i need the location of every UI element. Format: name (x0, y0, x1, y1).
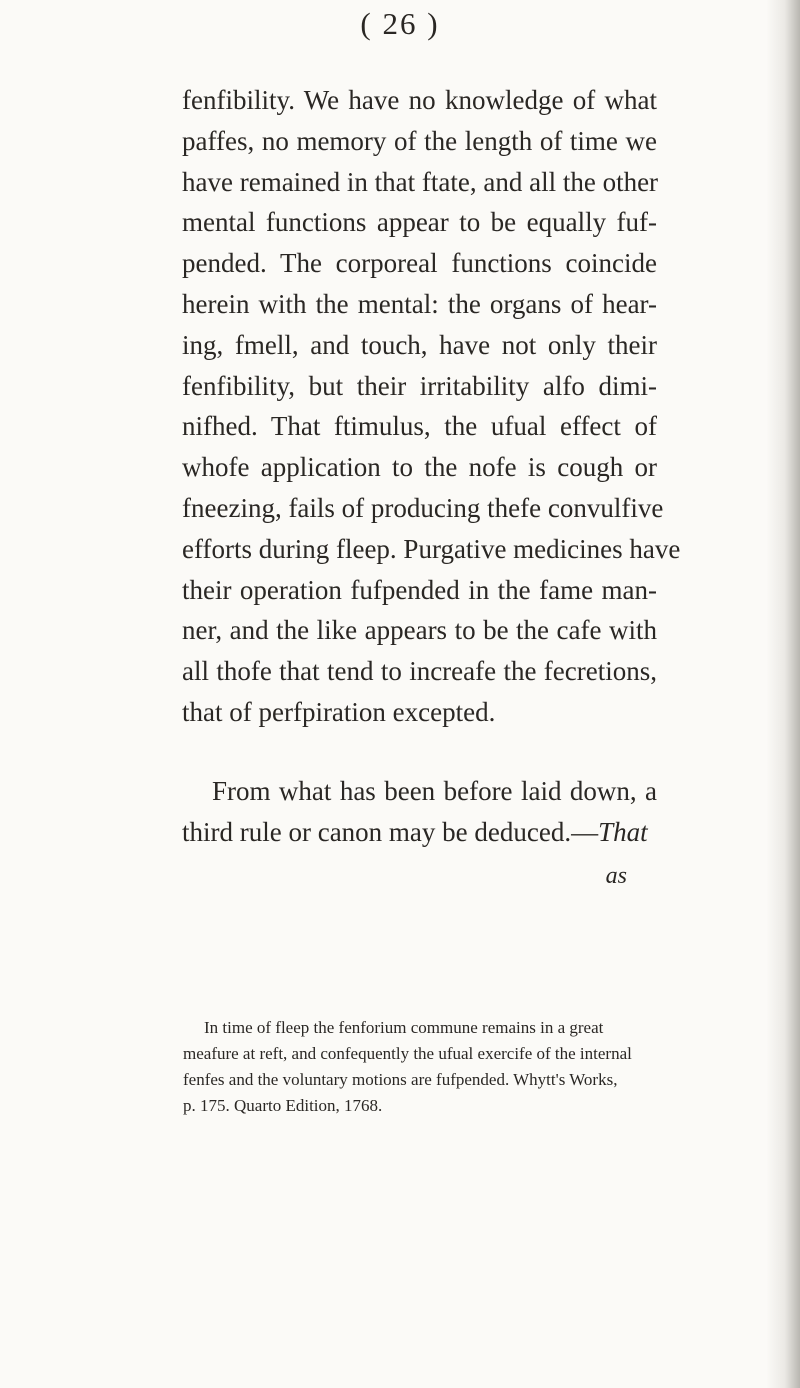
text-line: From what has been before laid down, a (212, 775, 657, 806)
footnote-line: p. 175. Quarto Edition, 1768. (183, 1096, 383, 1115)
text-line: nifhed. That ftimulus, the ufual effect of (182, 411, 657, 442)
text-line-roman: third rule or canon may be deduced.— (182, 816, 599, 847)
catchword: as (605, 863, 627, 890)
footnote-line: fenfes and the voluntary motions are fufpended. Whytt's Works, (183, 1070, 618, 1089)
text-line: their operation fufpended in the fame man- (182, 574, 657, 605)
text-line: that of perfpiration excepted. (182, 696, 496, 727)
text-line: all thofe that tend to increafe the fecretions, (182, 656, 657, 687)
text-line: mental functions appear to be equally fuf- (182, 207, 657, 238)
page-edge-shadow (766, 0, 800, 1388)
page-number: ( 26 ) (360, 6, 440, 41)
paragraph-gap (182, 733, 657, 771)
text-line: fenfibility, but their irritability alfo dimi- (182, 370, 657, 401)
footnote-line: In time of fleep the fenforium commune remains in a great (204, 1018, 604, 1037)
text-line: ner, and the like appears to be the cafe with (182, 615, 657, 646)
text-line (182, 812, 657, 853)
text-line: fneezing, fails of producing thefe convulfive (182, 492, 664, 523)
text-line: fenfibility. We have no knowledge of what (182, 85, 657, 115)
text-line: paffes, no memory of the length of time we (182, 125, 657, 156)
footnote-line: meafure at reft, and confequently the ufual exercife of the internal (183, 1044, 632, 1063)
text-line: herein with the mental: the organs of hear- (182, 288, 657, 319)
text-line: have remained in that ftate, and all the other (182, 166, 659, 197)
text-line: pended. The corporeal functions coincide (182, 248, 657, 279)
italic-emphasis: That (598, 816, 648, 847)
text-line: ing, fmell, and touch, have not only their (182, 329, 657, 360)
footnote (183, 1015, 671, 1119)
text-line: efforts during fleep. Purgative medicines have (182, 533, 681, 564)
paragraph-2 (182, 771, 657, 853)
text-line: whofe application to the nofe is cough or (182, 452, 657, 483)
paragraph-1 (182, 80, 681, 733)
main-text (182, 80, 681, 896)
